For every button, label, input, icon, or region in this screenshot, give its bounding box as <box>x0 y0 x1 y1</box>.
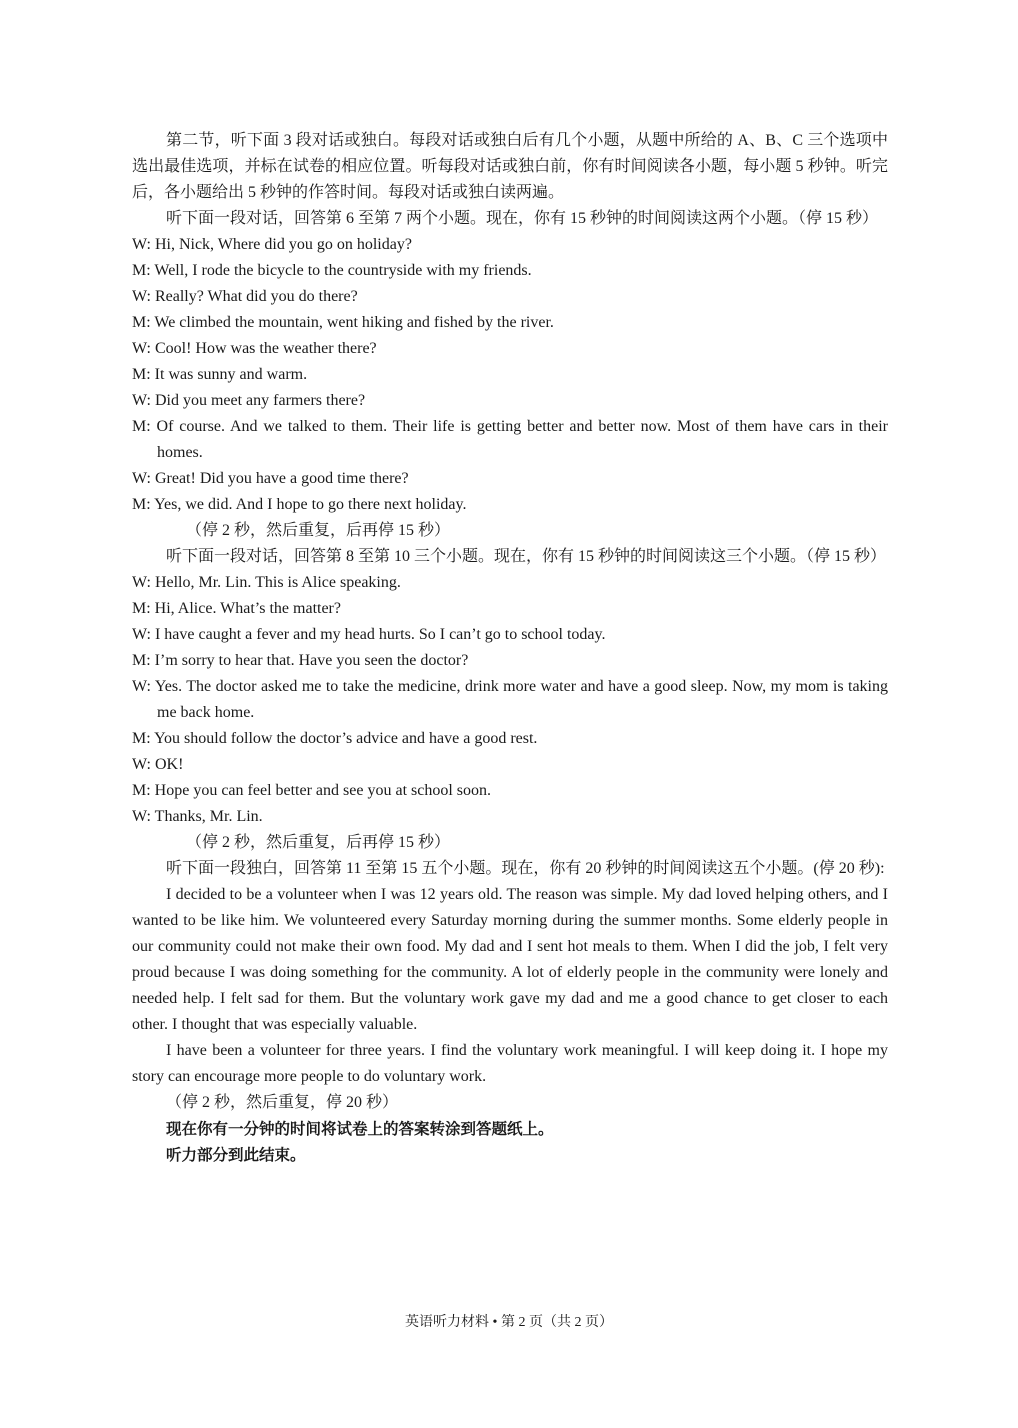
dialogue2-instruction: 听下面一段对话，回答第 8 至第 10 三个小题。现在，你有 15 秒钟的时间阅读这三个小题。（停 15 秒） <box>166 548 887 565</box>
dialogue-line: W: Hello, Mr. Lin. This is Alice speaking. <box>132 574 401 591</box>
dialogue-line: M: We climbed the mountain, went hiking and fished by the river. <box>132 314 554 331</box>
monologue-instruction: 听下面一段独白，回答第 11 至第 15 五个小题。现在，你有 20 秒钟的时间阅读这五个小题。(停 20 秒): <box>166 860 885 877</box>
dialogue1-instruction: 听下面一段对话，回答第 6 至第 7 两个小题。现在，你有 15 秒钟的时间阅读这两个小题。（停 15 秒） <box>166 210 879 227</box>
dialogue-line: W: Did you meet any farmers there? <box>132 392 366 409</box>
dialogue-line: M: Hi, Alice. What’s the matter? <box>132 600 341 617</box>
page-footer: 英语听力材料 • 第 2 页（共 2 页） <box>405 1315 613 1330</box>
pause-note: （停 2 秒，然后重复，后再停 15 秒） <box>186 834 451 851</box>
dialogue-line: W: Really? What did you do there? <box>132 288 358 305</box>
dialogue-line: W: Cool! How was the weather there? <box>132 340 377 357</box>
dialogue-line: M: Well, I rode the bicycle to the countryside with my friends. <box>132 262 532 279</box>
dialogue-line: M: Hope you can feel better and see you at school soon. <box>132 782 492 799</box>
section-intro: 第二节，听下面 3 段对话或独白。每段对话或独白后有几个小题，从题中所给的 A、B、C 三个选项中选出最佳选项，并标在试卷的相应位置。听每段对话或独白前，你有时间阅读各小题，每小题 5 秒钟。听完后，各小题给出 5 秒钟的作答时间。每段对话或独白读两遍。 <box>132 132 888 201</box>
closing-end-note: 听力部分到此结束。 <box>166 1146 306 1164</box>
closing-instruction: 现在你有一分钟的时间将试卷上的答案转涂到答题纸上。 <box>166 1120 554 1138</box>
dialogue-line: M: Yes, we did. And I hope to go there next holiday. <box>132 496 467 513</box>
dialogue-line: M: Of course. And we talked to them. Their life is getting better and better now. Most of them have cars in their homes. <box>132 418 888 461</box>
dialogue-line: M: You should follow the doctor’s advice and have a good rest. <box>132 730 538 747</box>
dialogue-line: W: Great! Did you have a good time there? <box>132 470 409 487</box>
dialogue-line: W: OK! <box>132 756 184 773</box>
dialogue-line: M: I’m sorry to hear that. Have you seen the doctor? <box>132 652 469 669</box>
dialogue-line: W: Yes. The doctor asked me to take the medicine, drink more water and have a good sleep. Now, my mom is taking me back home. <box>132 678 888 721</box>
dialogue-line: W: I have caught a fever and my head hurts. So I can’t go to school today. <box>132 626 606 643</box>
dialogue-line: W: Thanks, Mr. Lin. <box>132 808 263 825</box>
dialogue-line: M: It was sunny and warm. <box>132 366 308 383</box>
monologue-paragraph: I have been a volunteer for three years. I find the voluntary work meaningful. I will keep doing it. I hope my story can encourage more people to do voluntary work. <box>132 1042 888 1085</box>
dialogue-line: W: Hi, Nick, Where did you go on holiday? <box>132 236 412 253</box>
pause-note: （停 2 秒，然后重复，后再停 15 秒） <box>186 522 451 539</box>
pause-note: （停 2 秒，然后重复，停 20 秒） <box>166 1094 399 1111</box>
document-body <box>132 128 888 1168</box>
monologue-paragraph: I decided to be a volunteer when I was 12 years old. The reason was simple. My dad loved helping others, and I wanted to be like him. We volunteered every Saturday morning during the summer months. Some elderly people in our community could not make their own food. My dad and I sent hot meals to them. When I did the job, I felt very proud because I was doing something for the community. A lot of elderly people in the community were lonely and needed help. I felt sad for them. But the voluntary work gave my dad and me a good chance to get closer to each other. I thought that was especially valuable. <box>132 886 888 1033</box>
